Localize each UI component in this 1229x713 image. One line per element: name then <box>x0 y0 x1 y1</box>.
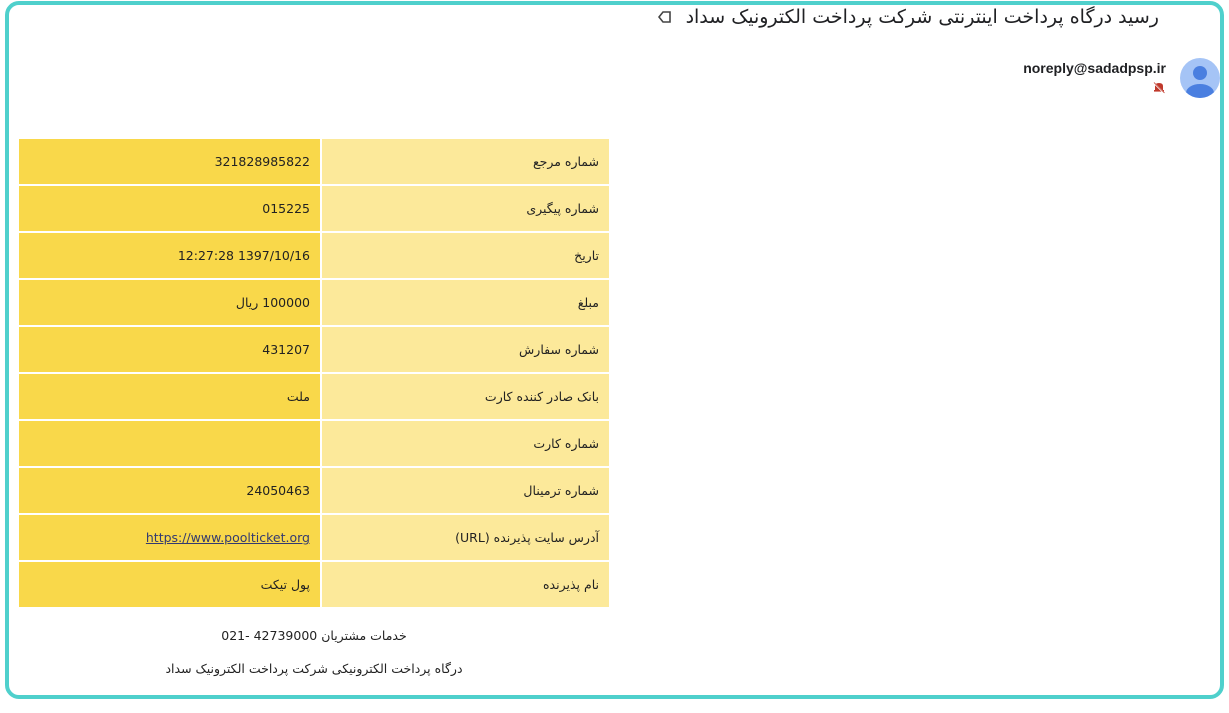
row-label: شماره سفارش <box>322 327 609 374</box>
row-value <box>19 327 322 374</box>
row-label: بانک صادر کننده کارت <box>322 374 609 421</box>
row-label: مبلغ <box>322 280 609 327</box>
row-value <box>19 186 322 233</box>
row-label: شماره مرجع <box>322 139 609 186</box>
row-label: شماره پیگیری <box>322 186 609 233</box>
table-row <box>19 280 609 327</box>
row-label: شماره ترمینال <box>322 468 609 515</box>
issuing-bank-value: ملت <box>19 374 322 421</box>
transaction-date: 12:27:28 1397/10/16 <box>177 248 310 263</box>
order-number: 431207 <box>262 342 310 357</box>
row-value <box>19 515 322 562</box>
amount-value: 100000 ریال <box>19 280 322 327</box>
row-label: شماره کارت <box>322 421 609 468</box>
card-number-value <box>19 421 322 468</box>
label-outline-icon[interactable] <box>658 10 672 24</box>
table-row <box>19 139 609 186</box>
row-label: تاریخ <box>322 233 609 280</box>
table-row <box>19 562 609 609</box>
row-value <box>19 233 322 280</box>
row-value <box>19 468 322 515</box>
unverified-sender-icon <box>1152 81 1166 95</box>
table-row <box>19 515 609 562</box>
row-value <box>19 139 322 186</box>
subject-row <box>658 6 1159 28</box>
table-row <box>19 186 609 233</box>
merchant-url-link[interactable]: https://www.poolticket.org <box>145 530 310 545</box>
email-subject: رسید درگاه پرداخت اینترنتی شرکت پرداخت الکترونیک سداد <box>685 6 1159 28</box>
table-row <box>19 233 609 280</box>
sender-address[interactable]: noreply@sadadpsp.ir <box>1023 60 1166 76</box>
merchant-name-value: پول تیکت <box>19 562 322 609</box>
terminal-number: 24050463 <box>246 483 310 498</box>
sender-text <box>1023 56 1166 95</box>
table-row <box>19 327 609 374</box>
row-label: نام پذیرنده <box>322 562 609 609</box>
table-row <box>19 421 609 468</box>
customer-support-line: خدمات مشتریان 42739000 -021 <box>221 628 407 643</box>
sender-block <box>1023 56 1220 98</box>
receipt-table <box>19 139 609 609</box>
tracking-number: 015225 <box>262 201 310 216</box>
company-footer-line: درگاه پرداخت الکترونیکی شرکت پرداخت الکترونیک سداد <box>165 661 463 676</box>
row-label: آدرس سایت پذیرنده (URL) <box>322 515 609 562</box>
reference-number: 321828985822 <box>214 154 310 169</box>
table-row <box>19 374 609 421</box>
default-avatar-icon[interactable] <box>1180 58 1220 98</box>
table-row <box>19 468 609 515</box>
